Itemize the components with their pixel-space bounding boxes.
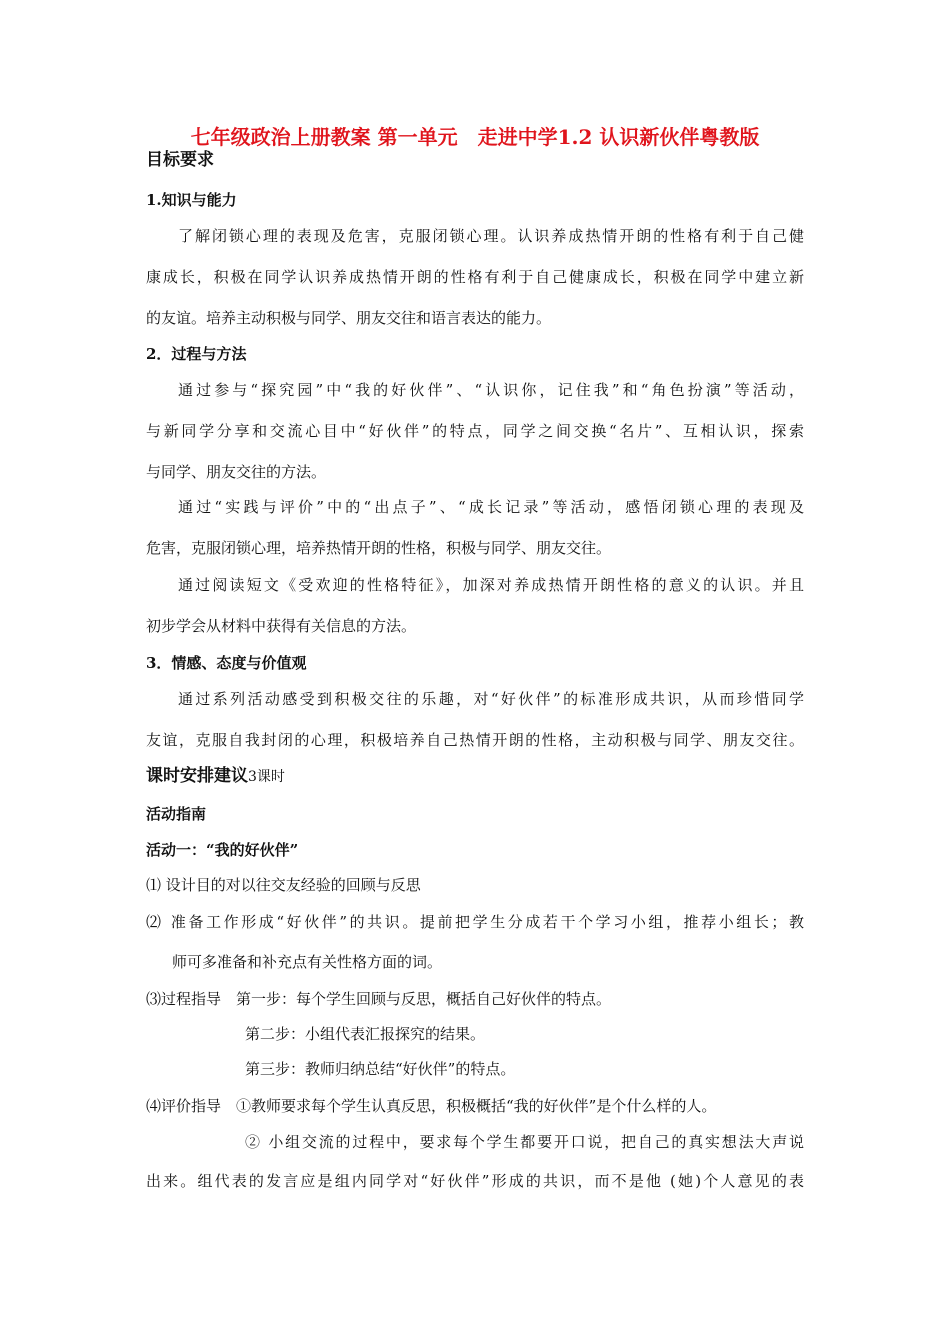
paragraph-line: 友谊，克服自我封闭的心理，积极培养自己热情开朗的性格，主动积极与同学、朋友交往。 [146,731,804,749]
paragraph-line: 与同学、朋友交往的方法。 [146,463,327,481]
list-item: ⑴ 设计目的对以往交友经验的回顾与反思 [146,876,421,894]
list-item-step: 第二步：小组代表汇报探究的结果。 [245,1025,486,1043]
paragraph-line: 与新同学分享和交流心目中“好伙伴”的特点，同学之间交换“名片”、互相认识，探索 [146,422,804,440]
paragraph-line: 通过“实践与评价”中的“出点子”、“成长记录”等活动，感悟闭锁心理的表现及 [178,498,804,516]
paragraph-line: 的友谊。培养主动积极与同学、朋友交往和语言表达的能力。 [146,309,552,327]
list-item-step: ② 小组交流的过程中，要求每个学生都要开口说，把自己的真实想法大声说 [245,1133,804,1151]
activity-one-heading: 活动一：“我的好伙伴” [146,841,299,859]
paragraph-line: 初步学会从材料中获得有关信息的方法。 [146,617,417,635]
attitude-values-heading: 3．情感、态度与价值观 [146,654,307,672]
list-item-continuation: 师可多准备和补充点有关性格方面的词。 [172,953,443,971]
list-item: ⑶过程指导 第一步：每个学生回顾与反思，概括自己好伙伴的特点。 [146,990,612,1008]
list-item: ⑷评价指导 ①教师要求每个学生认真反思，积极概括“我的好伙伴”是个什么样的人。 [146,1097,717,1115]
schedule-value: 3课时 [248,769,285,785]
process-method-heading: 2．过程与方法 [146,345,247,363]
paragraph-line: 通过阅读短文《受欢迎的性格特征》，加深对养成热情开朗性格的意义的认识。并且 [178,576,804,594]
paragraph-line: 出来。组代表的发言应是组内同学对“好伙伴”形成的共识，而不是他 (她)个人意见的表 [146,1172,804,1190]
paragraph-line: 通过系列活动感受到积极交往的乐趣，对“好伙伴”的标准形成共识，从而珍惜同学 [178,690,804,708]
schedule-line [146,766,285,787]
activity-guide-heading: 活动指南 [146,805,207,823]
section-goals-heading: 目标要求 [146,150,214,170]
list-item: ⑵ 准备工作形成“好伙伴”的共识。提前把学生分成若干个学习小组，推荐小组长；教 [146,913,804,931]
paragraph-line: 危害，克服闭锁心理，培养热情开朗的性格，积极与同学、朋友交往。 [146,539,612,557]
paragraph-line: 康成长，积极在同学认识养成热情开朗的性格有利于自己健康成长，积极在同学中建立新 [146,268,804,286]
document-title: 七年级政治上册教案 第一单元 走进中学1.2 认识新伙伴粤教版 [190,125,760,149]
paragraph-line: 了解闭锁心理的表现及危害，克服闭锁心理。认识养成热情开朗的性格有利于自己健 [178,227,804,245]
schedule-heading: 课时安排建议 [146,766,248,786]
list-item-step: 第三步：教师归纳总结“好伙伴”的特点。 [245,1060,516,1078]
knowledge-ability-heading: 1.知识与能力 [146,191,237,209]
paragraph-line: 通过参与“探究园”中“我的好伙伴”、“认识你，记住我”和“角色扮演”等活动， [178,381,804,399]
